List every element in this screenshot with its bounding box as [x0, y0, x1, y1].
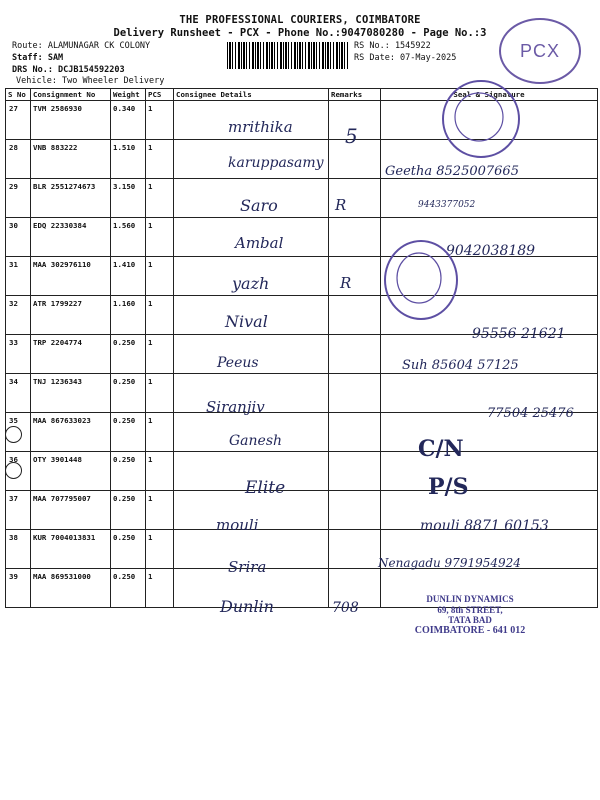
cell-consignment: ATR 1799227	[31, 296, 111, 335]
cell-pcs: 1	[146, 218, 174, 257]
handwritten-signature: C/N	[418, 436, 464, 462]
cell-weight: 3.150	[111, 179, 146, 218]
cell-consignment: TNJ 1236343	[31, 374, 111, 413]
cell-sno: 31	[6, 257, 31, 296]
mrithika-seal	[442, 80, 520, 158]
cell-pcs: 1	[146, 452, 174, 491]
handwritten-signature: 95556 21621	[472, 326, 566, 342]
cell-consignment: MAA 302976110	[31, 257, 111, 296]
col-weight: Weight	[111, 89, 146, 101]
cell-weight: 0.250	[111, 452, 146, 491]
cell-consignment: MAA 867633023	[31, 413, 111, 452]
cell-consignment: OTY 3901448	[31, 452, 111, 491]
handwritten-remark: R	[340, 274, 352, 292]
cell-weight: 0.250	[111, 374, 146, 413]
cell-consignment: EDQ 22330384	[31, 218, 111, 257]
cell-pcs: 1	[146, 257, 174, 296]
col-consignee: Consignee Details	[174, 89, 329, 101]
cell-weight: 0.340	[111, 101, 146, 140]
cell-weight: 0.250	[111, 335, 146, 374]
col-consignment: Consignment No	[31, 89, 111, 101]
table-row	[6, 452, 598, 491]
cell-sno: 27	[6, 101, 31, 140]
cell-consignment: VNB 883222	[31, 140, 111, 179]
pcx-stamp: PCX	[499, 18, 581, 84]
cell-pcs: 1	[146, 569, 174, 608]
handwritten-name: Elite	[245, 478, 286, 498]
cell-pcs: 1	[146, 491, 174, 530]
handwritten-name: Dunlin	[220, 597, 274, 616]
cell-pcs: 1	[146, 530, 174, 569]
cell-pcs: 1	[146, 179, 174, 218]
cell-weight: 1.410	[111, 257, 146, 296]
cell-sno: 30	[6, 218, 31, 257]
cell-pcs: 1	[146, 296, 174, 335]
handwritten-name: Saro	[240, 196, 278, 215]
cell-sno: 28	[6, 140, 31, 179]
cell-weight: 1.560	[111, 218, 146, 257]
cell-weight: 0.250	[111, 569, 146, 608]
cell-sno: 39	[6, 569, 31, 608]
cell-sno: 32	[6, 296, 31, 335]
cell-weight: 1.160	[111, 296, 146, 335]
handwritten-name: Siranjiv	[206, 398, 265, 416]
table-row	[6, 257, 598, 296]
vehicle-label: Vehicle: Two Wheeler Delivery	[16, 76, 165, 86]
handwritten-name: mrithika	[228, 118, 293, 136]
cell-consignment: TVM 2586930	[31, 101, 111, 140]
cell-pcs: 1	[146, 335, 174, 374]
handwritten-name: karuppasamy	[228, 155, 324, 171]
handwritten-remark: 708	[332, 600, 359, 616]
seal-line: 69, 8th STREET,	[437, 604, 503, 615]
handwritten-signature: 9443377052	[418, 200, 476, 210]
seal-line: DUNLIN DYNAMICS	[426, 594, 514, 604]
handwritten-name: Peeus	[217, 355, 259, 371]
cell-weight: 0.250	[111, 491, 146, 530]
cell-sno: 36	[6, 452, 31, 491]
handwritten-signature: Suh 85604 57125	[402, 358, 519, 373]
cell-weight: 1.510	[111, 140, 146, 179]
cell-sno: 34	[6, 374, 31, 413]
cell-pcs: 1	[146, 101, 174, 140]
drs-label: DRS No.: DCJB154592203	[12, 65, 125, 75]
table-row	[6, 179, 598, 218]
handwritten-name: Nival	[225, 312, 268, 331]
handwritten-signature: Nenagadu 9791954924	[378, 556, 521, 570]
barcode	[227, 42, 349, 69]
nish-infotech-seal	[384, 240, 458, 320]
cell-consignment: KUR 7004013831	[31, 530, 111, 569]
col-sno: S No	[6, 89, 31, 101]
cell-pcs: 1	[146, 374, 174, 413]
cell-consignment: MAA 707795007	[31, 491, 111, 530]
cell-pcs: 1	[146, 140, 174, 179]
col-remarks: Remarks	[329, 89, 381, 101]
route-label: Route: ALAMUNAGAR CK COLONY	[12, 41, 151, 51]
handwritten-signature: 77504 25476	[487, 406, 574, 421]
handwritten-remark: R	[335, 196, 347, 214]
circle-mark	[5, 426, 22, 443]
circle-mark	[5, 462, 22, 479]
cell-sno: 37	[6, 491, 31, 530]
handwritten-signature: 9042038189	[446, 243, 536, 259]
cell-sno: 38	[6, 530, 31, 569]
cell-consignment: TRP 2204774	[31, 335, 111, 374]
staff-label: Staff: SAM	[12, 53, 64, 63]
cell-consignment: BLR 2551274673	[31, 179, 111, 218]
handwritten-signature: P/S	[428, 474, 469, 500]
cell-weight: 0.250	[111, 530, 146, 569]
cell-sno: 33	[6, 335, 31, 374]
col-pcs: PCS	[146, 89, 174, 101]
handwritten-name: Ganesh	[229, 433, 283, 449]
dunlin-seal	[400, 594, 540, 636]
seal-line: COIMBATORE - 641 012	[414, 624, 526, 636]
handwritten-name: mouli	[216, 516, 259, 534]
col-seal: Seal & Signature	[381, 89, 598, 101]
cell-sno: 29	[6, 179, 31, 218]
handwritten-signature: mouli 8871 60153	[420, 518, 549, 534]
cell-pcs: 1	[146, 413, 174, 452]
company-title: THE PROFESSIONAL COURIERS, COIMBATORE	[179, 14, 421, 26]
handwritten-name: Ambal	[235, 234, 284, 252]
runsheet-subtitle: Delivery Runsheet - PCX - Phone No.:9047080280 - Page No.:3	[113, 27, 487, 39]
handwritten-name: yazh	[232, 274, 270, 293]
rs-date-label: RS Date: 07-May-2025	[354, 53, 457, 63]
cell-weight: 0.250	[111, 413, 146, 452]
handwritten-signature: Geetha 8525007665	[385, 164, 519, 179]
handwritten-name: Srira	[228, 558, 267, 576]
rs-no-label: RS No.: 1545922	[354, 41, 431, 51]
handwritten-remark: 5	[345, 124, 358, 148]
cell-sno: 35	[6, 413, 31, 452]
seal-line: TATA BAD	[448, 615, 492, 625]
cell-consignment: MAA 869531000	[31, 569, 111, 608]
